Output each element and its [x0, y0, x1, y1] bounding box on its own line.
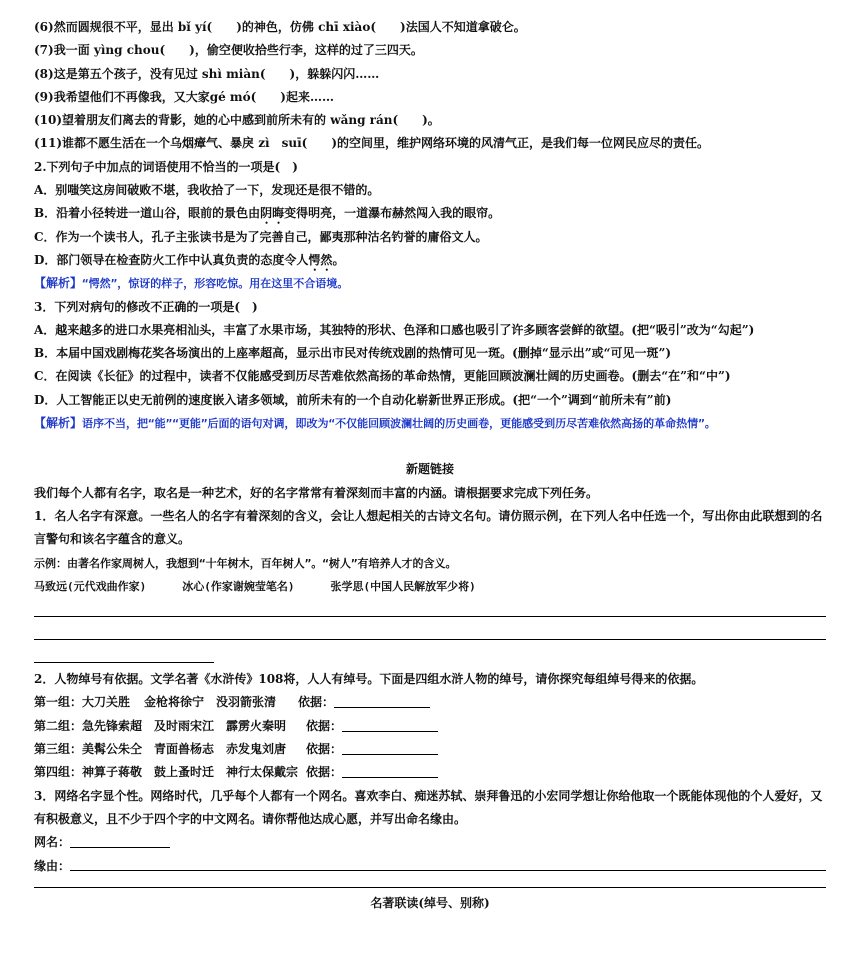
analysis: 【解析】“愕然”，惊讶的样子，形容吃惊。用在这里不合语境。	[34, 276, 349, 291]
option-c: C．作为一个读书人，孔子主张读书是为了完善自己，鄙夷那种沽名钓誉的庸俗文人。	[34, 229, 488, 244]
option-b: B．沿着小径转进一道山谷，眼前的景色由阴晦变得明亮，一道瀑布赫然闯入我的眼帘。	[34, 206, 501, 221]
name-option: 冰心(作家谢婉莹笔名)	[182, 579, 295, 593]
netname-row: 网名：	[34, 831, 826, 854]
emphasized-word: 愕然	[308, 252, 333, 267]
question-2	[34, 156, 826, 296]
new-link-section	[34, 458, 826, 915]
task-3: 3．网络名字显个性。网络时代，几乎每个人都有一个网名。喜欢李白、痴迷苏轼、崇拜鲁迅的小宏同学想让你给他取一个既能体现他的个人爱好，又有积极意义，且不少于四个字的中文网名。请你帮他达成心愿，并写出命名缘由。	[34, 788, 823, 826]
question-stem: 2.下列句子中加点的词语使用不恰当的一项是( )	[34, 159, 298, 174]
list-item: (6)然而圆规很不平，显出 bǐ yí( )的神色，仿佛 chī xiào( )法国人不知道拿破仑。	[34, 20, 526, 34]
list-item: (8)这是第五个孩子，没有见过 shì miàn( )，躲躲闪闪……	[34, 66, 380, 81]
question-1-items	[34, 16, 826, 156]
list-item: (9)我希望他们不再像我，又大家gé mó( )起来……	[34, 89, 334, 104]
question-3	[34, 296, 826, 436]
task-2: 2．人物绰号有依据。文学名著《水浒传》108将，人人有绰号。下面是四组水浒人物的绰号，请你探究每组绰号得来的依据。	[34, 672, 704, 687]
analysis-tag: 【解析】	[34, 276, 83, 291]
option-a: A．越来越多的进口水果亮相汕头，丰富了水果市场，其独特的形状、色泽和口感也吸引了许多顾客尝鲜的欲望。(把“吸引”改为“勾起”)	[34, 322, 755, 337]
option-d: D．部门领导在检查防火工作中认真负责的态度令人愕然。	[34, 252, 345, 267]
name-option: 马致远(元代戏曲作家)	[34, 579, 147, 593]
group-row: 第三组：美髯公朱仝 青面兽杨志 赤发鬼刘唐 依据：	[34, 738, 826, 761]
section-heading: 新题链接	[405, 462, 454, 477]
basis-blank[interactable]	[334, 707, 430, 708]
list-item: (7)我一面 yìng chou( )，偷空便收拾些行李，这样的过了三四天。	[34, 43, 423, 58]
group-row: 第一组：大刀关胜 金枪将徐宁 没羽箭张清 依据：	[34, 691, 826, 714]
name-options	[34, 575, 826, 598]
emphasized-word: 阴晦	[260, 206, 285, 221]
list-item: (11)谁都不愿生活在一个乌烟瘴气、暴戾 zì suī( )的空间里，维护网络环境的风清气正，是我们每一位网民应尽的责任。	[34, 136, 710, 151]
task-1: 1．名人名字有深意。一些名人的名字有着深刻的含义，会让人想起相关的古诗文名句。请仿照示例，在下列人名中任选一个，写出你由此联想到的名言警句和该名字蕴含的意义。	[34, 508, 823, 547]
group-row: 第四组：神算子蒋敬 鼓上蚤时迁 神行太保戴宗 依据：	[34, 761, 826, 784]
reason-row: 缘由：	[34, 855, 826, 878]
question-stem: 3．下列对病句的修改不正确的一项是( )	[34, 299, 258, 314]
basis-blank[interactable]	[342, 754, 438, 755]
example-text: 示例：由著名作家周树人，我想到“十年树木，百年树人”。“树人”有培养人才的含义。	[34, 556, 457, 570]
worksheet-page	[34, 16, 826, 915]
option-d: D．人工智能正以史无前例的速度嵌入诸多领域，前所未有的一个自动化崭新世界正形成。(把“一个”调到“前所未有”前)	[34, 392, 672, 407]
list-item: (10)望着朋友们离去的背影，她的心中感到前所未有的 wǎng rán( )。	[34, 113, 440, 128]
intro-text: 我们每个人都有名字，取名是一种艺术，好的名字常常有着深刻而丰富的内涵。请根据要求完成下列任务。	[34, 485, 599, 500]
netname-input[interactable]	[70, 847, 170, 848]
name-option: 张学思(中国人民解放军少将)	[330, 579, 476, 593]
group-row: 第二组：急先锋索超 及时雨宋江 霹雳火秦明 依据：	[34, 715, 826, 738]
option-a: A．别嗤笑这房间破败不堪，我收拾了一下，发现还是很不错的。	[34, 183, 380, 198]
analysis-tag: 【解析】	[34, 416, 83, 431]
reason-input[interactable]	[70, 870, 826, 871]
basis-blank[interactable]	[342, 731, 438, 732]
footer-title: 名著联读(绰号、别称)	[370, 895, 490, 910]
basis-blank[interactable]	[342, 777, 438, 778]
option-b: B．本届中国戏剧梅花奖各场演出的上座率超高，显示出市民对传统戏剧的热情可见一斑。(删掉“显示出”或“可见一斑”)	[34, 346, 672, 361]
analysis: 【解析】语序不当，把“能”“更能”后面的语句对调，即改为“不仅能回顾波澜壮阔的历史画卷，更能感受到历尽苦难依然高扬的革命热情”。	[34, 416, 716, 431]
option-c: C．在阅读《长征》的过程中，读者不仅能感受到历尽苦难依然高扬的革命热情，更能回顾波澜壮阔的历史画卷。(删去“在”和“中”)	[34, 369, 731, 384]
